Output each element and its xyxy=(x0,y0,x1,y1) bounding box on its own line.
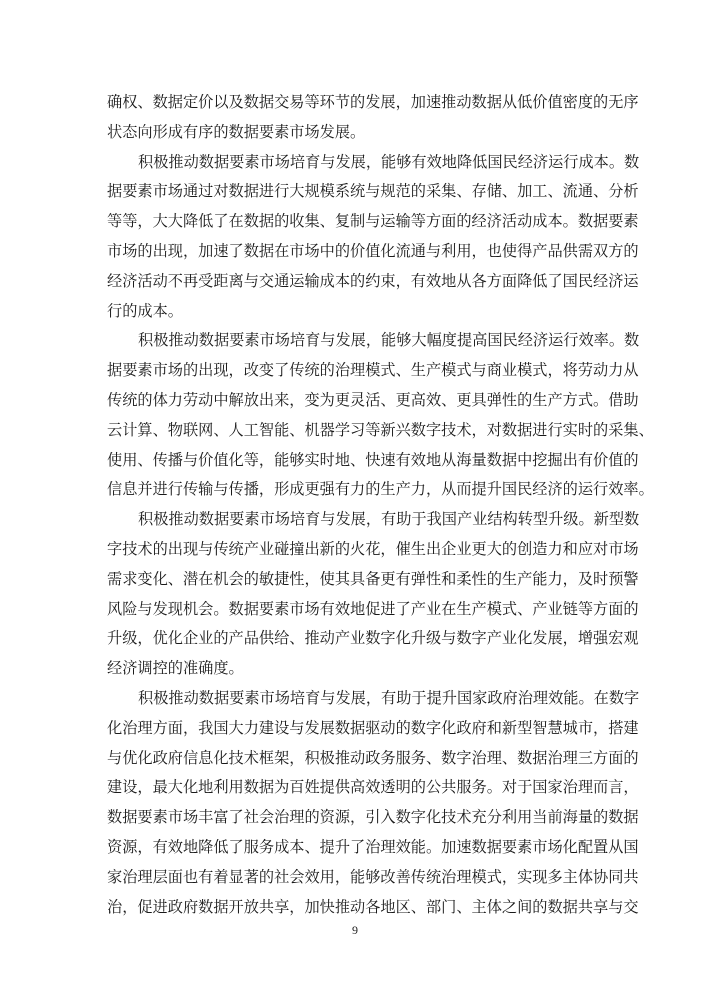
paragraph xyxy=(107,88,639,148)
text-line: 据要素市场的出现，改变了传统的治理模式、生产模式与商业模式，将劳动力从 xyxy=(107,361,639,380)
text-line: 与优化政府信息化技术框架，积极推动政务服务、数字治理、数据治理三方面的 xyxy=(107,748,639,767)
body-text xyxy=(107,88,654,922)
text-line: 需求变化、潜在机会的敏捷性，使其具备更有弹性和柔性的生产能力，及时预警 xyxy=(107,569,639,588)
text-line: 行的成本。 xyxy=(107,301,183,320)
text-line: 云计算、物联网、人工智能、机器学习等新兴数字技术，对数据进行实时的采集、 xyxy=(107,420,654,439)
text-line: 升级，优化企业的产品供给、推动产业数字化升级与数字产业化发展，增强宏观 xyxy=(107,629,639,648)
text-line: 化治理方面，我国大力建设与发展数据驱动的数字化政府和新型智慧城市，搭建 xyxy=(107,718,639,737)
text-line: 积极推动数据要素市场培育与发展，能够有效地降低国民经济运行成本。数 xyxy=(138,152,640,171)
text-line: 积极推动数据要素市场培育与发展，有助于提升国家政府治理效能。在数字 xyxy=(138,688,640,707)
text-line: 建设，最大化地利用数据为百姓提供高效透明的公共服务。对于国家治理而言， xyxy=(107,778,639,797)
paragraph xyxy=(107,148,640,327)
text-line: 风险与发现机会。数据要素市场有效地促进了产业在生产模式、产业链等方面的 xyxy=(107,599,639,618)
text-line: 资源，有效地降低了服务成本、提升了治理效能。加速数据要素市场化配置从国 xyxy=(107,837,639,856)
text-line: 积极推动数据要素市场培育与发展，有助于我国产业结构转型升级。新型数 xyxy=(138,510,640,529)
text-line: 家治理层面也有着显著的社会效用，能够改善传统治理模式，实现多主体协同共 xyxy=(107,867,639,886)
text-line: 据要素市场通过对数据进行大规模系统与规范的采集、存储、加工、流通、分析 xyxy=(107,182,639,201)
text-line: 确权、数据定价以及数据交易等环节的发展，加速推动数据从低价值密度的无序 xyxy=(107,93,639,111)
text-line: 经济调控的准确度。 xyxy=(107,659,244,678)
page-number: 9 xyxy=(352,923,358,937)
text-line: 治，促进政府数据开放共享，加快推动各地区、部门、主体之间的数据共享与交 xyxy=(107,897,639,916)
text-line: 字技术的出现与传统产业碰撞出新的火花，催生出企业更大的创造力和应对市场 xyxy=(107,539,639,558)
text-line: 等等，大大降低了在数据的收集、复制与运输等方面的经济活动成本。数据要素 xyxy=(107,212,639,231)
paragraph xyxy=(107,684,640,922)
text-line: 积极推动数据要素市场培育与发展，能够大幅度提高国民经济运行效率。数 xyxy=(138,331,640,350)
text-line: 经济活动不再受距离与交通运输成本的约束，有效地从各方面降低了国民经济运 xyxy=(107,271,639,290)
paragraph xyxy=(107,326,654,505)
text-line: 传统的体力劳动中解放出来，变为更灵活、更高效、更具弹性的生产方式。借助 xyxy=(107,390,639,409)
text-line: 使用、传播与价值化等，能够实时地、快速有效地从海量数据中挖掘出有价值的 xyxy=(107,450,639,469)
text-line: 市场的出现，加速了数据在市场中的价值化流通与利用，也使得产品供需双方的 xyxy=(107,241,639,260)
text-line: 状态向形成有序的数据要素市场发展。 xyxy=(107,122,366,141)
paragraph xyxy=(107,505,640,684)
text-line: 数据要素市场丰富了社会治理的资源，引入数字化技术充分利用当前海量的数据 xyxy=(107,808,639,827)
text-line: 信息并进行传输与传播，形成更强有力的生产力，从而提升国民经济的运行效率。 xyxy=(107,480,654,499)
